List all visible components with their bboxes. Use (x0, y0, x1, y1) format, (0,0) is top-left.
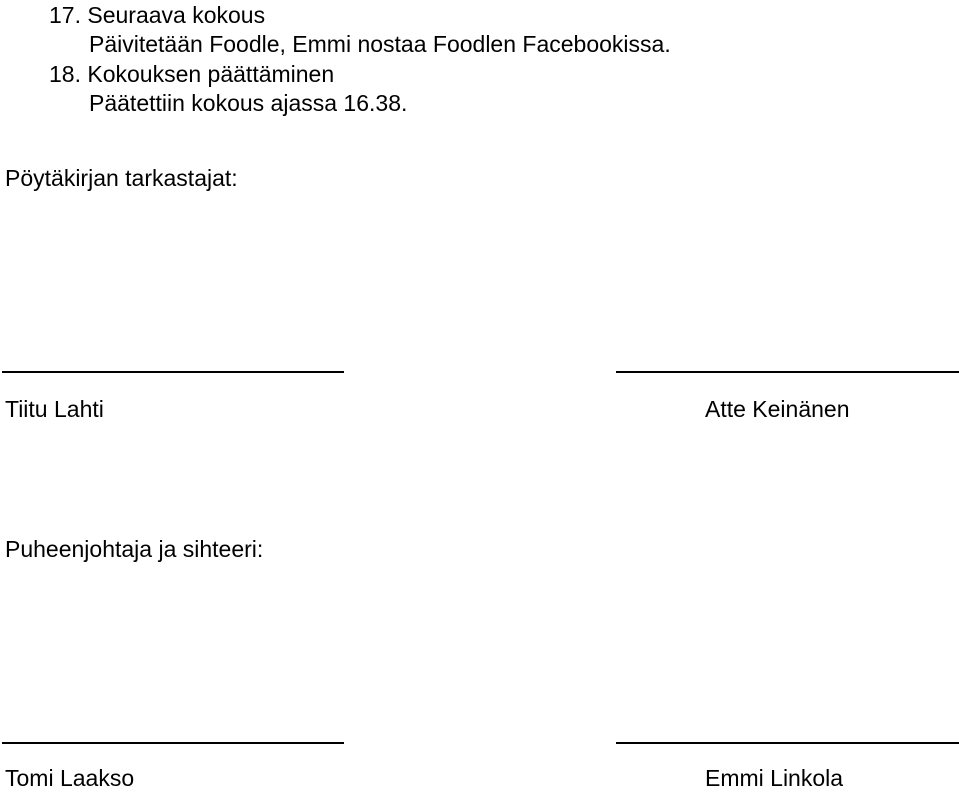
signature-line-inspector-left (2, 371, 344, 373)
inspector-right-name: Atte Keinänen (705, 396, 850, 422)
inspector-left-name: Tiitu Lahti (5, 396, 104, 422)
inspectors-label: Pöytäkirjan tarkastajat: (5, 165, 238, 191)
signature-line-inspector-right (616, 371, 959, 373)
agenda-item-17-heading: 17. Seuraava kokous (49, 2, 266, 28)
agenda-item-17-body: Päivitetään Foodle, Emmi nostaa Foodlen Facebookissa. (89, 31, 671, 57)
chair-name: Tomi Laakso (5, 765, 135, 791)
agenda-item-18-body: Päätettiin kokous ajassa 16.38. (89, 90, 408, 116)
signature-line-chair (2, 742, 344, 744)
signature-line-secretary (616, 742, 959, 744)
officers-label: Puheenjohtaja ja sihteeri: (5, 536, 264, 562)
agenda-item-18-heading: 18. Kokouksen päättäminen (49, 61, 335, 87)
secretary-name: Emmi Linkola (705, 765, 844, 791)
